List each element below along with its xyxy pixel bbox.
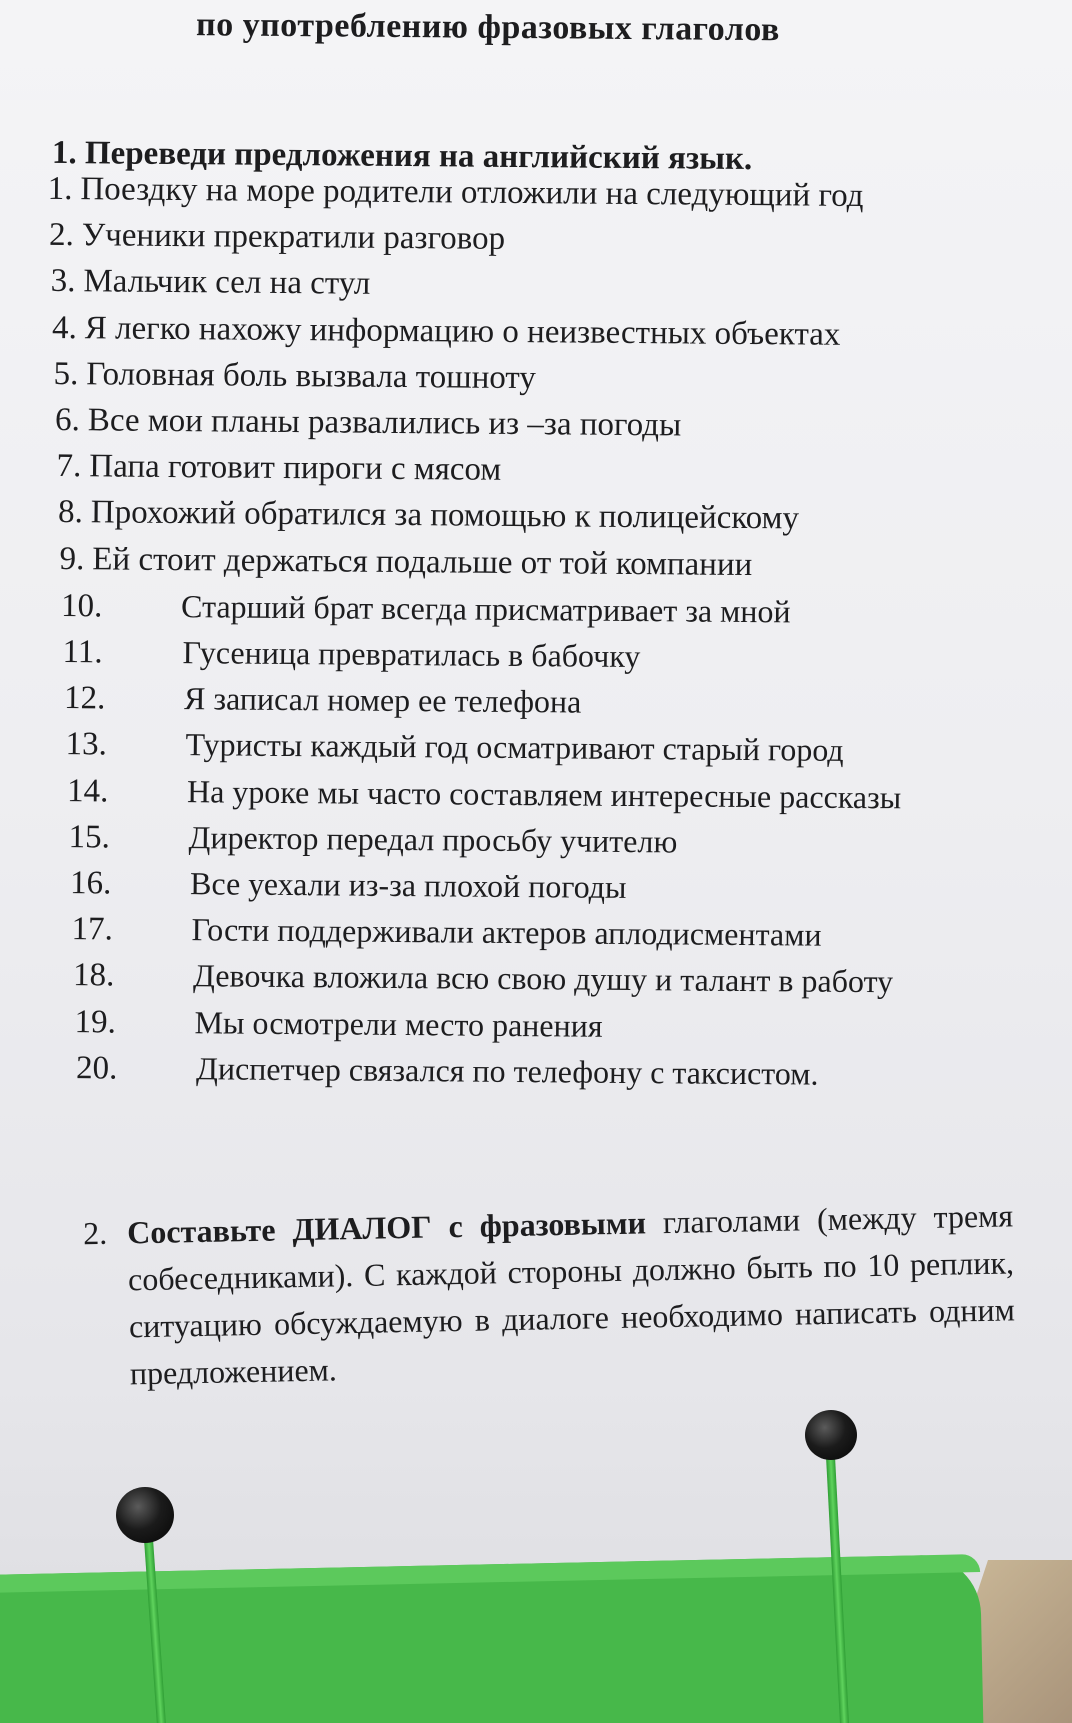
sentence-item — [53, 355, 537, 396]
task2-number: 2. — [82, 1214, 108, 1252]
sentence-text: Я легко нахожу информацию о неизвестных объектах — [84, 309, 841, 353]
sentence-text: Ей стоит держаться подальше от той компании — [92, 540, 753, 583]
sentence-text: Старший брат всегда присматривает за мной — [180, 587, 791, 630]
task1-title: 1. Переведи предложения на английский язык. — [51, 134, 753, 178]
sentence-number: 5. — [53, 355, 79, 392]
sentence-item — [76, 1051, 819, 1091]
sentence-text: Все мои планы развалились из –за погоды — [87, 402, 682, 444]
sentence-number: 17. — [71, 911, 113, 948]
stand-knob-right — [805, 1410, 857, 1460]
sentence-number: 8. — [57, 494, 84, 531]
sentence-number: 3. — [50, 263, 76, 300]
sentence-item — [65, 727, 843, 768]
sentence-number: 1. — [47, 170, 73, 208]
sentence-item — [54, 401, 682, 444]
sentence-item — [67, 774, 901, 815]
sentence-item — [62, 635, 640, 674]
sentence-item — [58, 496, 799, 535]
sentence-text: Туристы каждый год осматривают старый город — [185, 726, 844, 769]
sentence-item — [68, 820, 677, 859]
sentence-text: Ученики прекратили разговор — [81, 217, 506, 258]
sentence-number: 6. — [54, 401, 81, 439]
sentence-text: Головная боль вызвала тошноту — [86, 356, 537, 396]
sentence-item — [61, 589, 791, 629]
sentence-number: 13. — [65, 726, 108, 763]
sentence-number: 12. — [63, 680, 106, 717]
sentence-text: Все уехали из-за плохой погоды — [189, 865, 627, 905]
sentence-number: 11. — [62, 634, 103, 671]
sentence-number: 18. — [72, 957, 115, 994]
sentence-text: Диспетчер связался по телефону с таксистом. — [195, 1050, 819, 1092]
sentence-number: 9. — [59, 540, 85, 577]
task2-block — [83, 1192, 1016, 1398]
worksheet-heading: по употреблению фразовых глаголов — [195, 6, 781, 49]
sentence-text: На уроке мы часто составляем интересные рассказы — [186, 772, 902, 815]
sentence-text: Я записал номер ее телефона — [183, 680, 582, 720]
sentence-text: Мы осмотрели место ранения — [194, 1003, 603, 1044]
sentence-item — [70, 866, 627, 905]
sentence-item — [73, 959, 893, 1000]
sentence-number: 4. — [51, 309, 78, 346]
sentence-text: Поездку на море родители отложили на следующий год — [80, 171, 864, 215]
sentence-item — [49, 219, 505, 256]
sentence-text: Гусеница превратилась в бабочку — [182, 634, 641, 675]
task2-text — [127, 1192, 1016, 1397]
sentence-item — [71, 912, 821, 953]
sentence-number: 10. — [60, 587, 103, 625]
sentence-text: Гости поддерживали актеров аплодисментами — [191, 911, 822, 953]
sentence-text: Директор передал просьбу учителю — [188, 818, 678, 860]
sentence-item — [51, 265, 371, 301]
sentence-number: 7. — [56, 448, 82, 485]
sentence-item — [51, 309, 841, 353]
sentence-number: 15. — [68, 818, 111, 856]
task2-bold-text: Составьте ДИАЛОГ с фразовыми — [126, 1204, 647, 1251]
sentence-text: Прохожий обратился за помощью к полицейскому — [90, 494, 800, 537]
sentence-text: Девочка вложила всю свою душу и талант в работу — [192, 957, 894, 1000]
sentence-text: Папа готовит пироги с мясом — [89, 448, 502, 489]
sentence-number: 16. — [69, 865, 112, 902]
sentence-number: 20. — [75, 1049, 118, 1087]
sentence-number: 2. — [48, 217, 75, 254]
sentence-number: 14. — [66, 772, 109, 810]
sentence-item — [47, 170, 864, 215]
sentence-number: 19. — [74, 1003, 116, 1041]
sentence-text: Мальчик сел на стул — [83, 263, 371, 303]
sentence-item — [74, 1005, 602, 1044]
sentence-item — [59, 540, 753, 583]
sentence-item — [56, 450, 501, 487]
stand-knob-left — [116, 1487, 174, 1543]
sentence-item — [64, 681, 582, 720]
task2-rest-text: глаголами (между тремя собеседниками). С каждой стороны должно быть по 10 реплик, ситуацию обсуждаемую в диалоге необходимо написать одним предложением. — [127, 1197, 1016, 1392]
